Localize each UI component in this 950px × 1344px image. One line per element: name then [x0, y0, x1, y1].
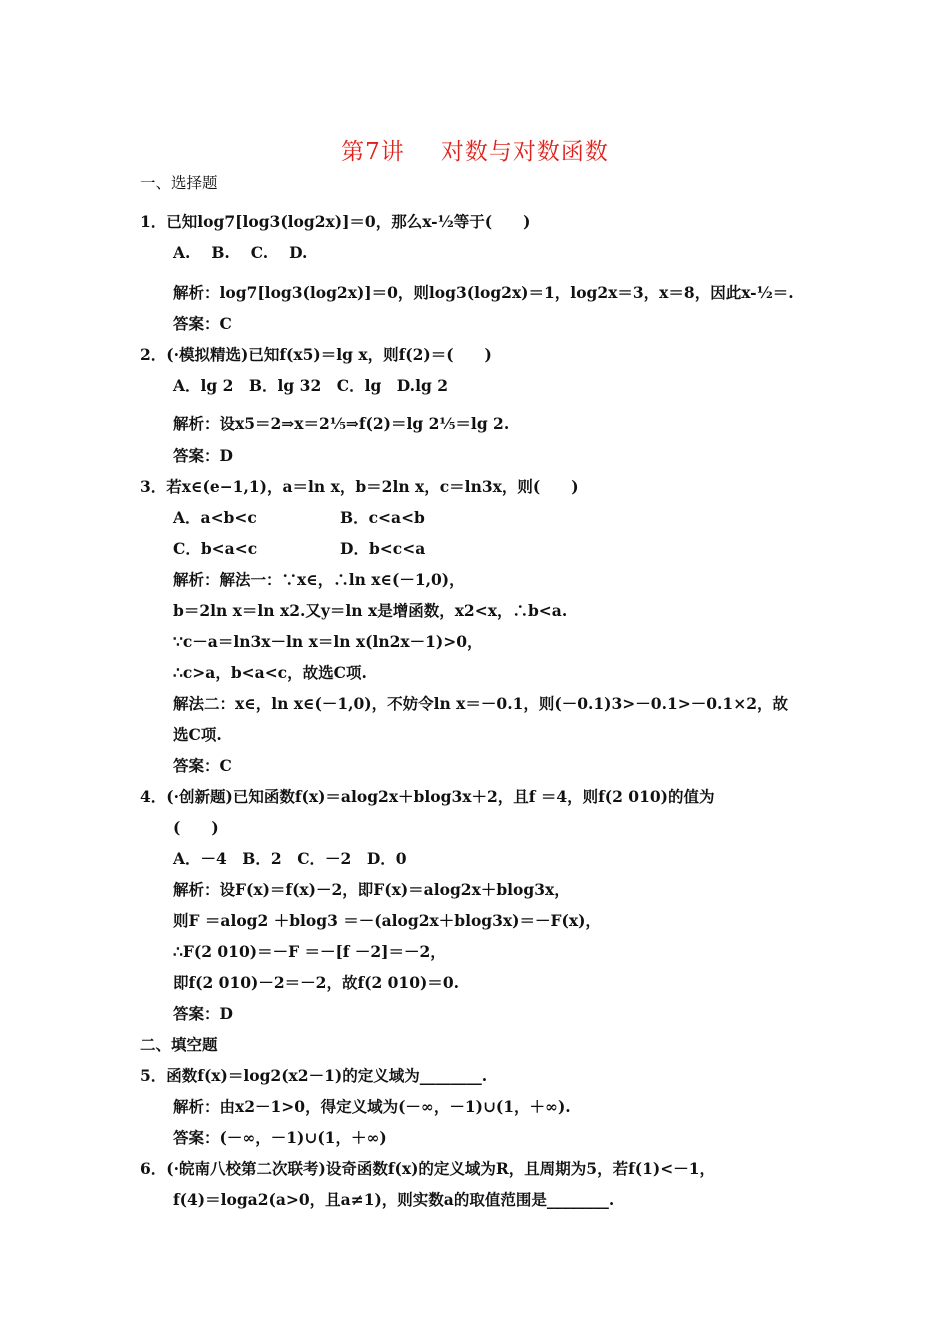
question-3-answer: 答案：C [173, 756, 232, 775]
question-3-analysis-4: ∴c>a，b<a<c，故选C项. [173, 663, 367, 682]
question-3-analysis-1: 解析：解法一：∵x∈，∴ln x∈(－1,0)， [173, 570, 465, 589]
question-4-options: A．－4 B．2 C．－2 D．0 [173, 849, 407, 868]
section-heading-fill: 二、填空题 [140, 1035, 218, 1054]
question-1-options: A. B. C. D. [173, 243, 308, 262]
question-4-analysis-1: 解析：设F(x)＝f(x)－2，即F(x)＝alog2x＋blog3x， [173, 880, 570, 899]
question-6-cont: f(4)＝loga2(a>0，且a≠1)，则实数a的取值范围是________. [173, 1190, 615, 1209]
lecture-topic: 对数与对数函数 [440, 139, 609, 165]
question-2-answer: 答案：D [173, 446, 233, 465]
question-4-analysis-4: 即f(2 010)－2＝－2，故f(2 010)＝0. [173, 973, 459, 992]
page-title [0, 133, 950, 166]
question-3-option-b: B．c<a<b [340, 508, 425, 527]
question-1-analysis: 解析：log7[log3(log2x)]＝0，则log3(log2x)＝1，log2x＝3，x＝8，因此x-½＝. [173, 283, 794, 302]
question-3-analysis-5: 解法二：x∈，ln x∈(－1,0)，不妨令ln x＝－0.1，则(－0.1)3>－0.1>－0.1×2，故 [173, 694, 788, 713]
section-heading-choice: 一、选择题 [140, 174, 218, 192]
question-3-option-c: C．b<a<c [173, 539, 258, 558]
question-4-paren: ( ) [173, 818, 219, 837]
question-1-answer: 答案：C [173, 314, 232, 333]
question-2-analysis: 解析：设x5＝2⇒x＝2⅕⇒f(2)＝lg 2⅕＝lg 2. [173, 414, 510, 433]
question-2: 2．(·模拟精选)已知f(x5)＝lg x，则f(2)＝( ) [140, 345, 492, 364]
question-5: 5．函数f(x)＝log2(x2－1)的定义域为________. [140, 1066, 488, 1085]
question-4: 4．(·创新题)已知函数f(x)＝alog2x＋blog3x＋2，且f ＝4，则f(2 010)的值为 [140, 787, 715, 806]
question-3: 3．若x∈(e−1,1)，a＝ln x，b＝2ln x，c＝ln3x，则( ) [140, 477, 579, 496]
question-6: 6．(·皖南八校第二次联考)设奇函数f(x)的定义域为R，且周期为5，若f(1)<－1， [140, 1159, 715, 1178]
question-4-analysis-2: 则F ＝alog2 ＋blog3 ＝－(alog2x＋blog3x)＝－F(x)， [173, 911, 601, 930]
question-5-analysis: 解析：由x2－1>0，得定义域为(－∞，－1)∪(1，＋∞). [173, 1097, 571, 1116]
question-2-options: A．lg 2 B．lg 32 C．lg D.lg 2 [173, 376, 448, 395]
lecture-number: 第7讲 [341, 139, 405, 165]
question-4-answer: 答案：D [173, 1004, 233, 1023]
question-3-analysis-3: ∵c－a＝ln3x－ln x＝ln x(ln2x－1)>0， [173, 632, 483, 651]
question-1: 1．已知log7[log3(log2x)]＝0，那么x-½等于( ) [140, 212, 531, 231]
question-3-analysis-6: 选C项. [173, 725, 222, 744]
question-5-answer: 答案：(－∞，－1)∪(1，＋∞) [173, 1128, 387, 1147]
question-3-analysis-2: b＝2ln x＝ln x2.又y＝ln x是增函数，x2<x，∴b<a. [173, 601, 568, 620]
question-3-option-d: D．b<c<a [340, 539, 426, 558]
question-4-analysis-3: ∴F(2 010)＝－F ＝－[f －2]＝－2， [173, 942, 446, 961]
question-3-option-a: A．a<b<c [173, 508, 257, 527]
